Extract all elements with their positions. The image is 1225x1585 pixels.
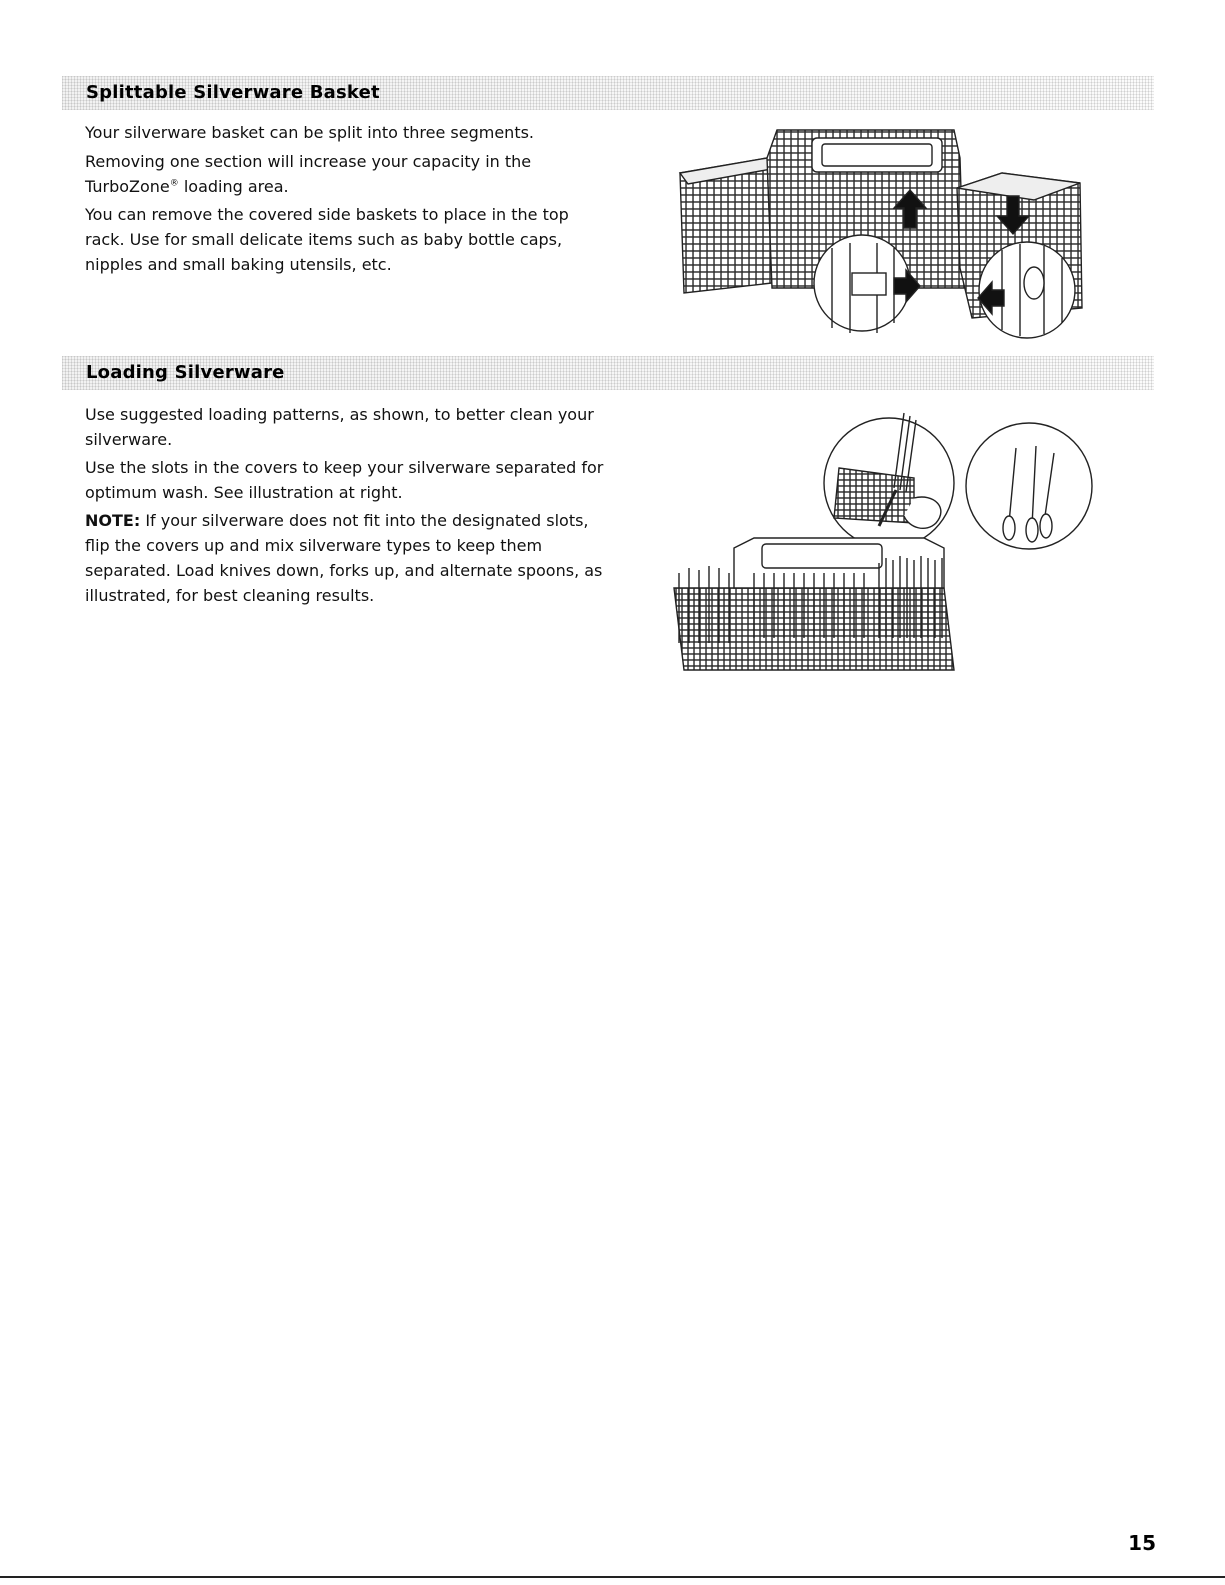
bottom-rule bbox=[0, 1576, 1225, 1578]
section-header-loading-silverware bbox=[62, 356, 1154, 390]
silverware-loading-illustration-icon bbox=[664, 408, 1104, 678]
section-header-splittable-basket bbox=[62, 76, 1154, 110]
paragraph-text: loading area. bbox=[178, 177, 289, 196]
paragraph: Use the slots in the covers to keep your silverware separated for optimum wash. See illustration at right. bbox=[85, 458, 604, 502]
paragraph: Use suggested loading patterns, as shown, to better clean your silverware. bbox=[85, 405, 594, 449]
section-title: Splittable Silverware Basket bbox=[86, 82, 380, 103]
note-text: If your silverware does not fit into the designated slots, flip the covers up and mix silverware types to keep them separated. Load knives down, forks up, and alternate spoons, as illustrated, for best cleaning results. bbox=[85, 511, 603, 605]
section-title: Loading Silverware bbox=[86, 362, 285, 383]
note-label: NOTE: bbox=[85, 511, 141, 530]
paragraph: You can remove the covered side baskets to place in the top rack. Use for small delicate items such as baby bottle caps, nipples and small baking utensils, etc. bbox=[85, 205, 569, 274]
registered-mark: ® bbox=[169, 178, 179, 189]
page-number: 15 bbox=[1128, 1531, 1156, 1555]
split-basket-illustration-icon bbox=[672, 118, 1092, 348]
paragraph: Your silverware basket can be split into three segments. bbox=[85, 123, 535, 142]
trademark-name: TurboZone bbox=[85, 177, 170, 196]
paragraph-text: Removing one section will increase your capacity in the bbox=[85, 152, 532, 171]
note-paragraph bbox=[85, 508, 605, 608]
paragraph bbox=[85, 149, 605, 199]
